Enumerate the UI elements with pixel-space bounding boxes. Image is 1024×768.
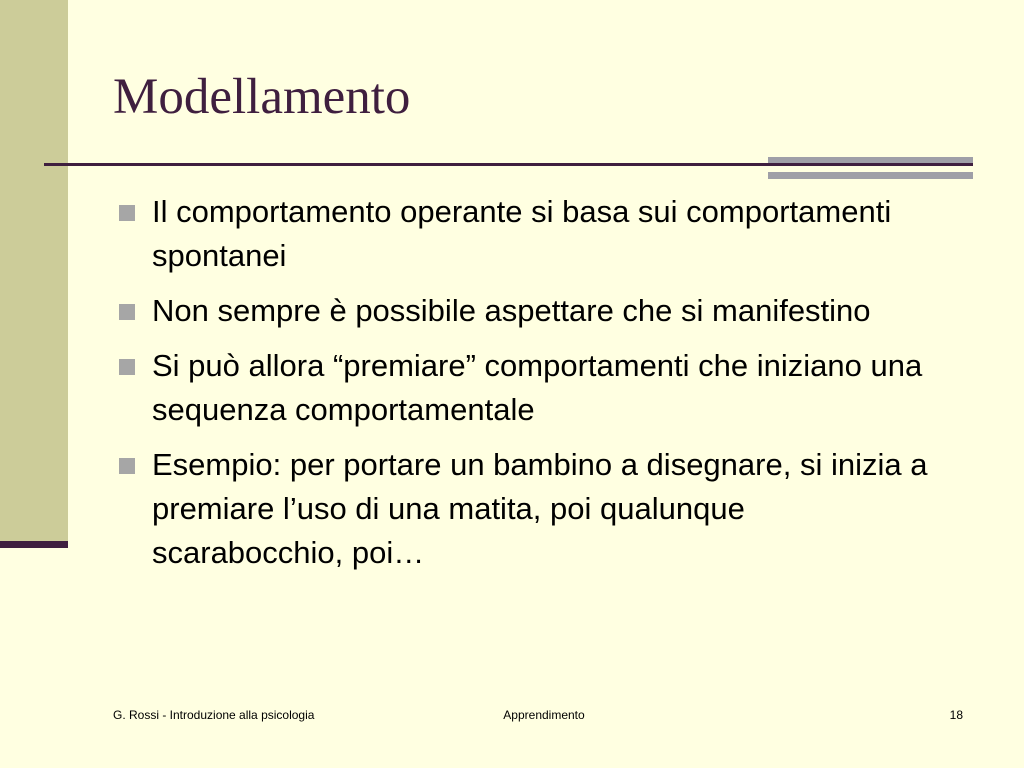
bullet-text: Non sempre è possibile aspettare che si manifestino bbox=[152, 293, 871, 328]
footer-author: G. Rossi - Introduzione alla psicologia bbox=[113, 708, 315, 722]
left-accent-bar bbox=[0, 541, 68, 548]
square-bullet-icon bbox=[119, 458, 135, 474]
left-decorative-band bbox=[0, 0, 68, 541]
divider-accent-bar-bottom bbox=[768, 172, 973, 179]
divider-accent-bar-top bbox=[768, 157, 973, 163]
square-bullet-icon bbox=[119, 304, 135, 320]
bullet-text: Si può allora “premiare” comportamenti che iniziano una sequenza comportamentale bbox=[152, 348, 923, 427]
bullet-list bbox=[113, 190, 943, 586]
footer-page-number: 18 bbox=[949, 708, 963, 722]
footer-topic: Apprendimento bbox=[503, 708, 585, 722]
slide-title: Modellamento bbox=[113, 69, 411, 125]
title-divider-accent bbox=[768, 157, 973, 179]
bullet-item bbox=[113, 190, 943, 278]
square-bullet-icon bbox=[119, 359, 135, 375]
bullet-text: Il comportamento operante si basa sui comportamenti spontanei bbox=[152, 194, 892, 273]
bullet-item bbox=[113, 289, 943, 333]
bullet-item bbox=[113, 443, 943, 575]
square-bullet-icon bbox=[119, 205, 135, 221]
bullet-item bbox=[113, 344, 943, 432]
bullet-text: Esempio: per portare un bambino a disegnare, si inizia a premiare l’uso di una matita, poi qualunque scarabocchio, poi… bbox=[152, 447, 928, 570]
